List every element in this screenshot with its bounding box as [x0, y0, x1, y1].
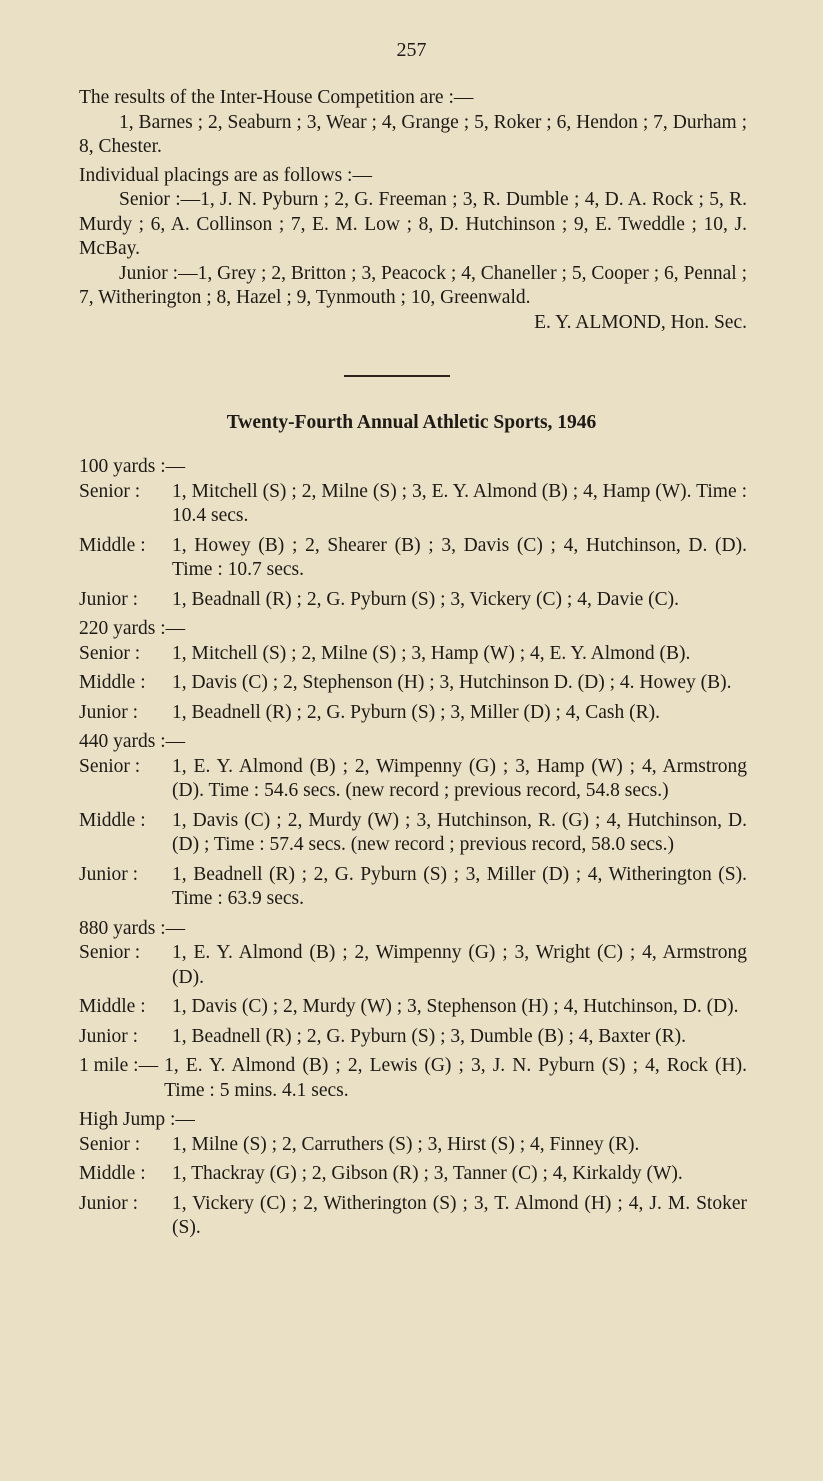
individual-intro: Individual placings are as follows :— — [79, 164, 372, 186]
entry-category: Junior : — [79, 1025, 139, 1047]
entry-category: Senior : — [79, 1133, 141, 1155]
event-block — [79, 730, 747, 912]
entry-result: 1, Beadnall (R) ; 2, G. Pyburn (S) ; 3, Vickery (C) ; 4, Davie (C). — [172, 588, 680, 610]
event-entry — [79, 1025, 747, 1050]
sports-results — [79, 455, 747, 1246]
event-entry — [79, 863, 747, 912]
event-entry — [79, 588, 747, 613]
entry-result: 1, E. Y. Almond (B) ; 2, Wimpenny (G) ; 3, Wright (C) ; 4, Armstrong (D). — [172, 942, 747, 988]
event-entry — [79, 480, 747, 529]
event-entry — [79, 809, 747, 858]
page-number: 257 — [396, 39, 427, 61]
event-entry — [79, 701, 747, 726]
event-entry — [79, 1192, 747, 1241]
entry-result: 1, Beadnell (R) ; 2, G. Pyburn (S) ; 3, Miller (D) ; 4, Witherington (S). Time : 63.9 secs. — [172, 863, 747, 909]
event-block — [79, 617, 747, 725]
individual-junior: Junior :—1, Grey ; 2, Britton ; 3, Peacock ; 4, Chaneller ; 5, Cooper ; 6, Pennal ; 7, Witherington ; 8, Hazel ; 9, Tynmouth ; 10, Greenwald. — [79, 262, 747, 308]
inter-house-intro: The results of the Inter-House Competition are :— — [79, 87, 474, 108]
entry-result: 1, Mitchell (S) ; 2, Milne (S) ; 3, Hamp (W) ; 4, E. Y. Almond (B). — [172, 642, 691, 664]
event-entry — [79, 995, 747, 1020]
entry-result: 1, Davis (C) ; 2, Murdy (W) ; 3, Hutchinson, R. (G) ; 4, Hutchinson, D. (D) ; Time : 57.4 secs. (new record ; previous record, 58.0 secs.) — [172, 809, 747, 855]
entry-category: Junior : — [79, 863, 139, 885]
entry-result: 1, Milne (S) ; 2, Carruthers (S) ; 3, Hirst (S) ; 4, Finney (R). — [172, 1133, 640, 1155]
entry-category: Junior : — [79, 588, 139, 610]
event-label: 100 yards :— — [79, 456, 186, 477]
inter-house-section — [79, 86, 747, 335]
event-label: 880 yards :— — [79, 917, 186, 939]
entry-category: Middle : — [79, 672, 146, 693]
individual-senior: Senior :—1, J. N. Pyburn ; 2, G. Freeman ; 3, R. Dumble ; 4, D. A. Rock ; 5, R. Murdy ; 6, A. Collinson ; 7, E. M. Low ; 8, D. Hutchinson ; 9, E. Tweddle ; 10, J. McBay. — [79, 189, 747, 259]
signature: E. Y. ALMOND, Hon. Sec. — [534, 311, 747, 333]
entry-category: Senior : — [79, 642, 141, 664]
inter-house-results: 1, Barnes ; 2, Seaburn ; 3, Wear ; 4, Grange ; 5, Roker ; 6, Hendon ; 7, Durham ; 8, Chester. — [79, 111, 747, 157]
event-entry — [79, 642, 747, 667]
entry-result: 1, E. Y. Almond (B) ; 2, Lewis (G) ; 3, J. N. Pyburn (S) ; 4, Rock (H). Time : 5 mins. 4.1 secs. — [164, 1055, 747, 1101]
entry-category: Senior : — [79, 480, 141, 502]
entry-category: Middle : — [79, 534, 146, 556]
entry-category: Junior : — [79, 701, 139, 723]
event-entry — [79, 1054, 747, 1103]
event-block — [79, 455, 747, 612]
section-divider — [344, 375, 450, 377]
entry-result: 1, Beadnell (R) ; 2, G. Pyburn (S) ; 3, Miller (D) ; 4, Cash (R). — [172, 701, 660, 723]
event-label: 440 yards :— — [79, 731, 186, 752]
event-label: High Jump :— — [79, 1109, 195, 1130]
event-entry — [79, 941, 747, 990]
entry-category: Middle : — [79, 1163, 146, 1184]
event-entry — [79, 671, 747, 696]
entry-category: Senior : — [79, 942, 141, 963]
event-entry — [79, 1162, 747, 1187]
event-label: 220 yards :— — [79, 618, 186, 639]
entry-result: 1, E. Y. Almond (B) ; 2, Wimpenny (G) ; 3, Hamp (W) ; 4, Armstrong (D). Time : 54.6 secs. (new record ; previous record, 54.8 secs.) — [172, 755, 747, 801]
entry-category: Junior : — [79, 1192, 139, 1214]
entry-result: 1, Beadnell (R) ; 2, G. Pyburn (S) ; 3, Dumble (B) ; 4, Baxter (R). — [172, 1025, 686, 1047]
entry-category: Middle : — [79, 996, 146, 1017]
entry-result: 1, Vickery (C) ; 2, Witherington (S) ; 3, T. Almond (H) ; 4, J. M. Stoker (S). — [172, 1192, 747, 1238]
entry-result: 1, Mitchell (S) ; 2, Milne (S) ; 3, E. Y. Almond (B) ; 4, Hamp (W). Time : 10.4 secs. — [172, 480, 747, 526]
entry-category: Middle : — [79, 809, 146, 831]
entry-result: 1, Davis (C) ; 2, Stephenson (H) ; 3, Hutchinson D. (D) ; 4. Howey (B). — [172, 672, 732, 693]
entry-result: 1, Thackray (G) ; 2, Gibson (R) ; 3, Tanner (C) ; 4, Kirkaldy (W). — [172, 1163, 683, 1184]
entry-result: 1, Howey (B) ; 2, Shearer (B) ; 3, Davis (C) ; 4, Hutchinson, D. (D). Time : 10.7 secs. — [172, 534, 747, 580]
entry-result: 1, Davis (C) ; 2, Murdy (W) ; 3, Stephenson (H) ; 4, Hutchinson, D. (D). — [172, 996, 739, 1017]
event-block — [79, 1108, 747, 1241]
entry-category: Senior : — [79, 755, 141, 777]
event-entry — [79, 1133, 747, 1158]
event-block — [79, 1054, 747, 1103]
entry-category: 1 mile :— — [79, 1055, 159, 1076]
event-block — [79, 917, 747, 1050]
event-entry — [79, 534, 747, 583]
event-entry — [79, 755, 747, 804]
sports-heading: Twenty-Fourth Annual Athletic Sports, 1946 — [226, 412, 597, 433]
